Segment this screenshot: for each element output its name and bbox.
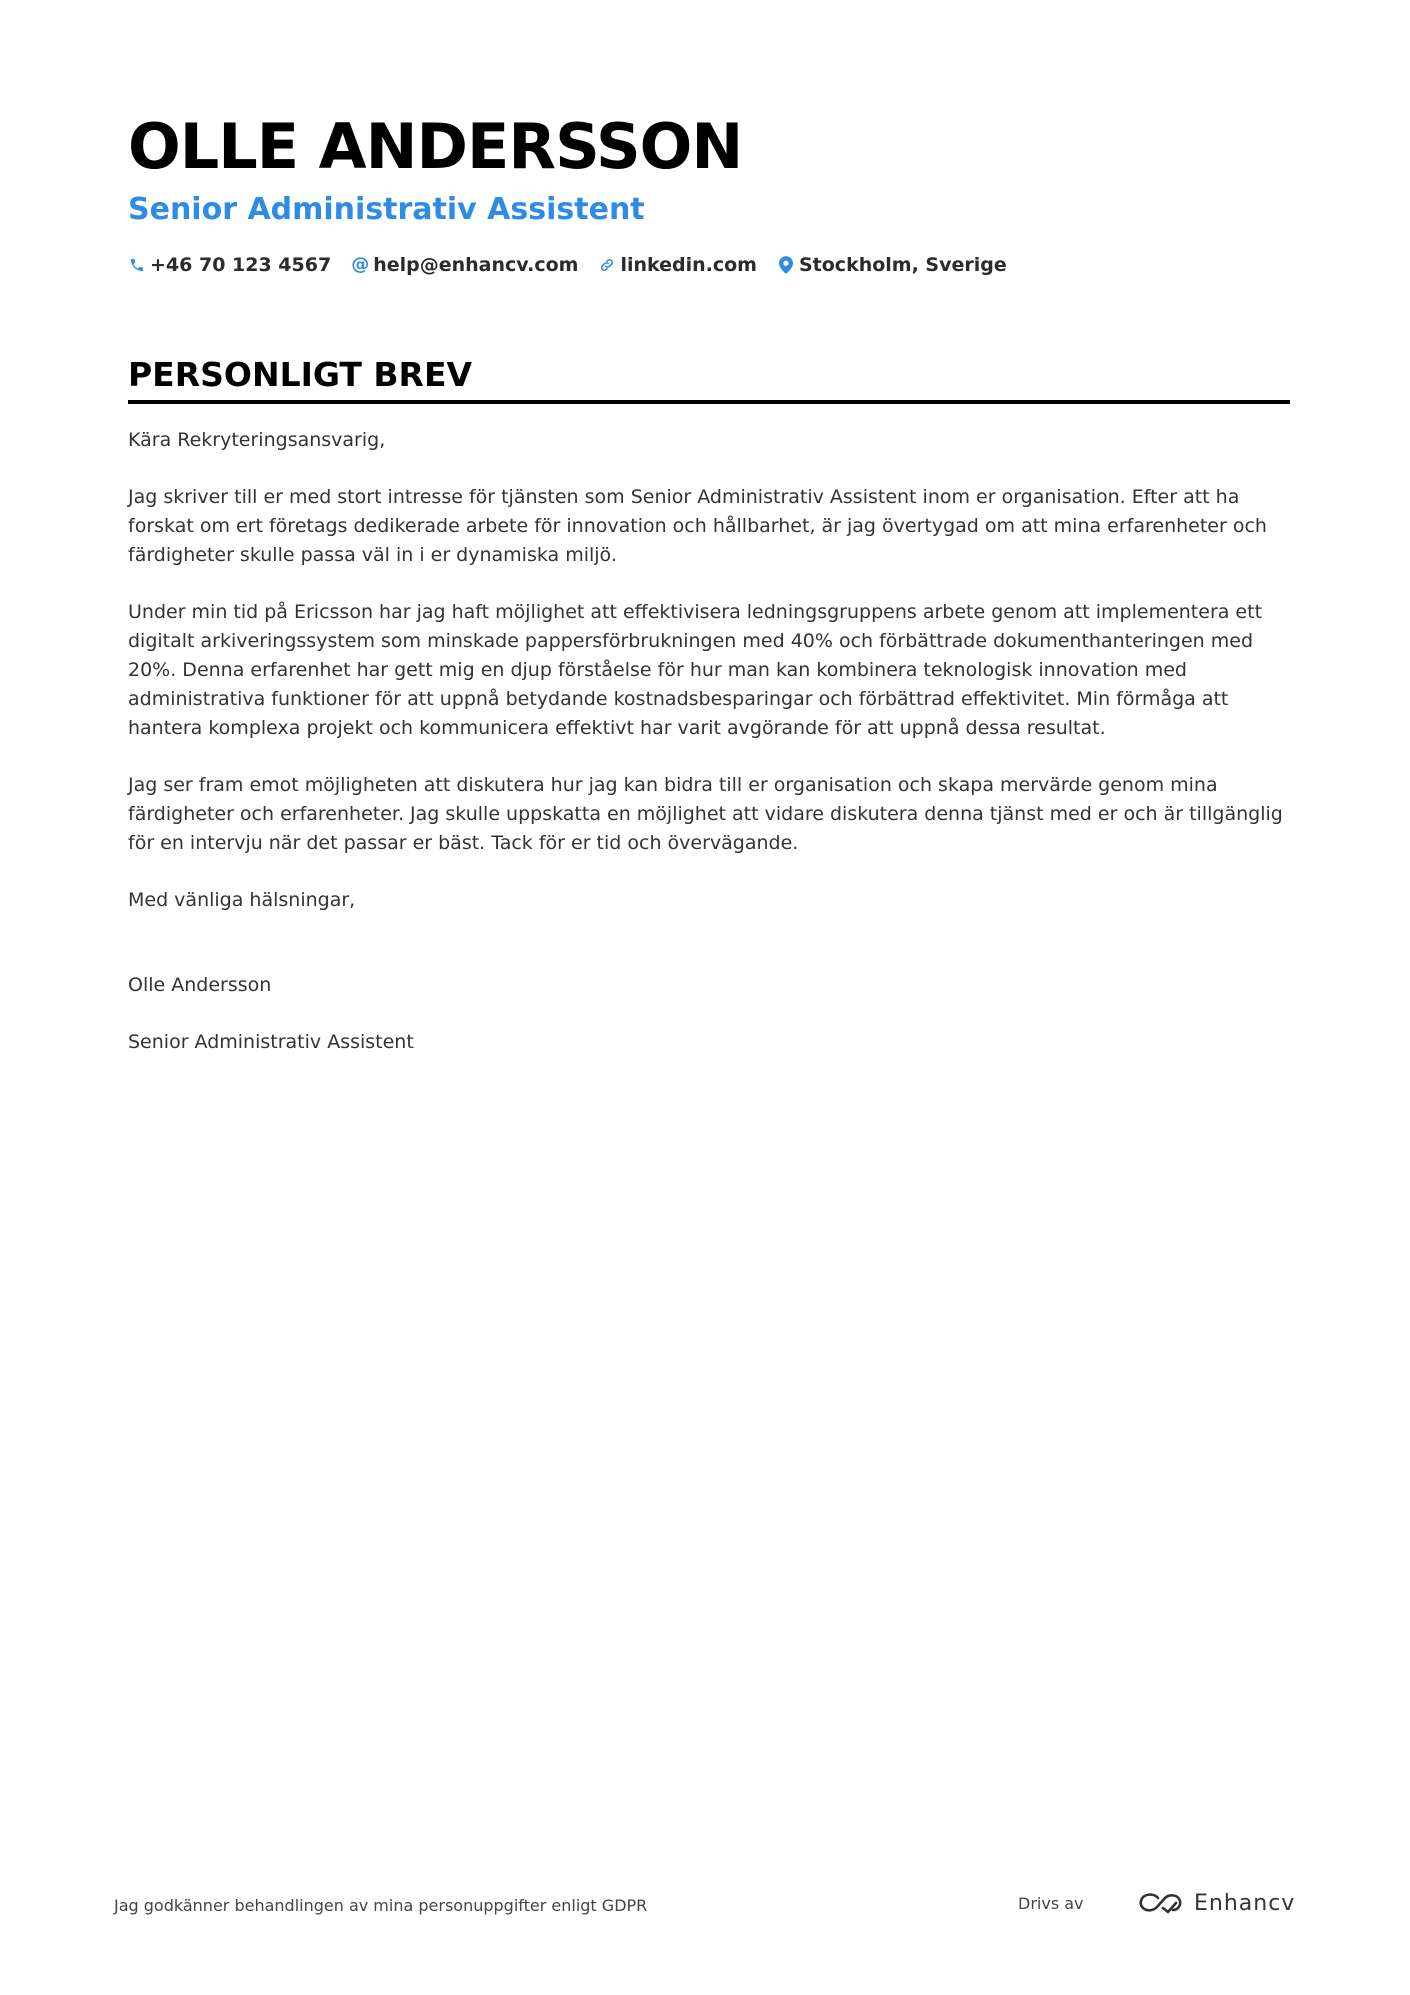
contact-bar [128, 252, 1290, 278]
contact-phone [128, 252, 331, 278]
location-pin-icon [777, 255, 795, 275]
letter-paragraph: Jag ser fram emot möjligheten att diskutera hur jag kan bidra till er organisation och skapa mervärde genom mina färdigheter och erfarenheter. Jag skulle uppskatta en möjlighet att vidare diskutera denna tjänst med er och är tillgänglig för en intervju när det passar er bäst. Tack för er tid och övervägande. [128, 774, 1283, 854]
signature-name: Olle Andersson [128, 974, 272, 996]
letter-paragraph: Under min tid på Ericsson har jag haft möjlighet att effektivisera ledningsgruppens arbete genom att implementera ett digitalt arkiveringssystem som minskade pappersförbrukningen med 40% och förbättrade dokumenthanteringen med 20%. Denna erfarenhet har gett mig en djup förståelse för hur man kan kombinera teknologisk innovation med administrativa funktioner för att uppnå betydande kostnadsbesparingar och förbättrad effektivitet. Min förmåga att hantera komplexa projekt och kommunicera effektivt har varit avgörande för att uppnå dessa resultat. [128, 601, 1263, 739]
brand-name[interactable]: Enhancv [1194, 1890, 1296, 1916]
location-text: Stockholm, Sverige [798, 254, 1007, 276]
phone-icon [128, 255, 146, 275]
email-text[interactable]: help@enhancv.com [373, 254, 579, 276]
contact-location [777, 252, 1007, 278]
letter-body [128, 426, 1290, 1057]
signature-title: Senior Administrativ Assistent [128, 1031, 414, 1053]
powered-by-label: Drivs av [1018, 1894, 1084, 1913]
applicant-name: OLLE ANDERSSON [128, 110, 743, 183]
phone-text: +46 70 123 4567 [150, 254, 332, 276]
linkedin-text[interactable]: linkedin.com [620, 254, 757, 276]
letter-closing: Med vänliga hälsningar, [128, 889, 356, 911]
letter-content [128, 108, 1290, 1085]
applicant-title: Senior Administrativ Assistent [128, 192, 645, 227]
enhancv-logo[interactable] [1138, 1890, 1295, 1916]
enhancv-logo-icon [1138, 1890, 1184, 1916]
contact-linkedin[interactable] [598, 252, 757, 278]
section-title: PERSONLIGT BREV [128, 355, 473, 394]
page-footer [114, 1890, 1296, 1920]
section-divider [128, 400, 1290, 404]
letter-greeting: Kära Rekryteringsansvarig, [128, 429, 386, 451]
letter-paragraph: Jag skriver till er med stort intresse för tjänsten som Senior Administrativ Assistent inom er organisation. Efter att ha forskat om ert företags dedikerade arbete för innovation och hållbarhet, är jag övertygad om att mina erfarenheter och färdigheter skulle passa väl in i er dynamiska miljö. [128, 486, 1267, 566]
link-icon [598, 255, 616, 275]
contact-email[interactable] [351, 252, 578, 278]
gdpr-consent-text: Jag godkänner behandlingen av mina personuppgifter enligt GDPR [114, 1896, 648, 1915]
at-icon: @ [351, 254, 370, 275]
